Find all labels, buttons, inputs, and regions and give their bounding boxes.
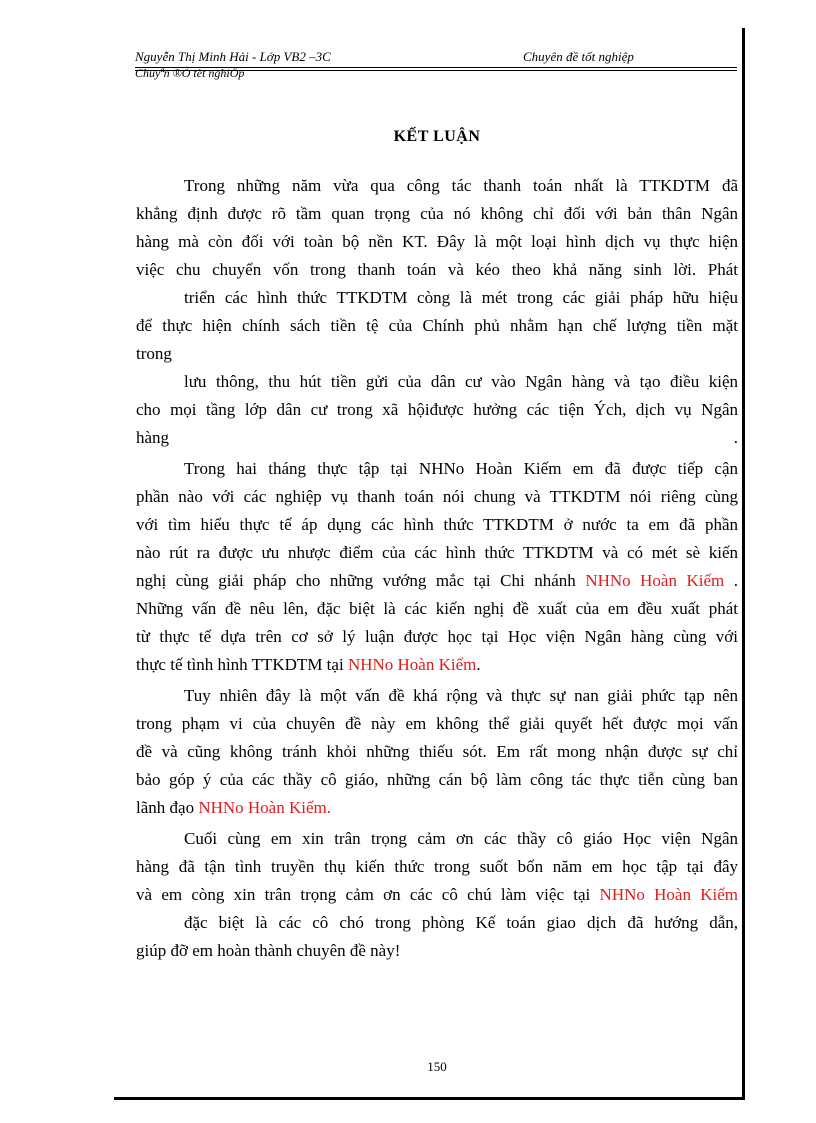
page-title: KẾT LUẬN: [393, 128, 481, 145]
body-line: trong: [136, 344, 172, 363]
body-fragment: thực tế tình hình TTKDTM tại: [136, 655, 344, 674]
body-fragment: .: [733, 428, 738, 447]
body-fragment: .: [476, 655, 481, 674]
body-fragment: .: [733, 571, 738, 590]
body-line: để thực hiện chính sách tiền tệ của Chính phủ nhằm hạn chế lượng tiền mặt: [136, 316, 738, 335]
body-line: đề và cũng không tránh khỏi những thiếu sót. Em rất mong nhận được sự chỉ: [136, 742, 738, 761]
body-line: trong phạm vi của chuyên đề này em không thể giải quyết hết được mọi vấn: [136, 714, 738, 733]
body-fragment: hàng: [136, 428, 170, 447]
body-line: Cuối cùng em xin trân trọng cảm ơn các thầy cô giáo Học viện Ngân: [184, 829, 738, 848]
body-line: cho mọi tầng lớp dân cư trong xã hộiđược hưởng các tiện Ých, dịch vụ Ngân: [136, 400, 738, 419]
body-line: triển các hình thức TTKDTM còng là mét trong các giải pháp hữu hiệu: [184, 288, 738, 307]
body-line: [136, 567, 738, 595]
branch-name-highlight: NHNo Hoàn Kiếm.: [198, 798, 331, 817]
body-line: Những vấn đề nêu lên, đặc biệt là các kiến nghị đề xuất của em đều xuất phát: [136, 599, 738, 618]
page-number: 150: [427, 1059, 447, 1074]
body-line: Trong hai tháng thực tập tại NHNo Hoàn Kiếm em đã được tiếp cận: [184, 459, 738, 478]
body-line: [136, 794, 738, 822]
body-fragment: và em còng xin trân trọng cảm ơn các cô chú làm việc tại: [136, 885, 591, 904]
body-line: nào rút ra được ưu nhược điểm của các hình thức TTKDTM và có mét sè kiến: [136, 543, 738, 562]
body-line: Trong những năm vừa qua công tác thanh toán nhất là TTKDTM đã: [184, 176, 738, 195]
branch-name-highlight: NHNo Hoàn Kiếm: [585, 571, 725, 590]
body-line: từ thực tế dựa trên cơ sở lý luận được học tại Học viện Ngân hàng cùng với: [136, 627, 738, 646]
body-line: bảo góp ý của các thầy cô giáo, những cán bộ làm công tác thực tiễn cùng ban: [136, 770, 738, 789]
body-line: [136, 424, 738, 452]
body-line: giúp đỡ em hoàn thành chuyên đề này!: [136, 941, 401, 960]
body-line: hàng đã tận tình truyền thụ kiến thức trong suốt bốn năm em học tập tại đây: [136, 857, 738, 876]
body-line: đặc biệt là các cô chó trong phòng Kế toán giao dịch đã hướng dẫn,: [184, 913, 738, 932]
body-text: [136, 172, 738, 965]
branch-name-highlight: NHNo Hoàn Kiếm: [347, 655, 477, 674]
body-fragment: lãnh đạo: [136, 798, 195, 817]
body-line: với tìm hiểu thực tế áp dụng các hình thức TTKDTM ở nước ta em đã phần: [136, 515, 738, 534]
branch-name-highlight: NHNo Hoàn Kiếm: [599, 885, 738, 904]
body-line: lưu thông, thu hút tiền gửi của dân cư vào Ngân hàng và tạo điều kiện: [184, 372, 738, 391]
body-line: khẳng định được rõ tầm quan trọng của nó không chỉ đối với bản thân Ngân: [136, 204, 738, 223]
body-line: phần nào với các nghiệp vụ thanh toán nói chung và TTKDTM nói riêng cùng: [136, 487, 738, 506]
header-subtitle: Chuyªn ®Ò tèt nghiÖp: [135, 66, 245, 80]
body-line: [136, 651, 738, 679]
body-line: Tuy nhiên đây là một vấn đề khá rộng và thực sự nan giải phức tạp nên: [184, 686, 738, 705]
body-line: hàng mà còn đối với toàn bộ nền KT. Đây là một loại hình dịch vụ thực hiện: [136, 232, 738, 251]
header-author: Nguyễn Thị Minh Hải - Lớp VB2 –3C: [135, 49, 331, 64]
body-fragment: nghị cùng giải pháp cho những vướng mắc tại Chi nhánh: [136, 571, 576, 590]
body-line: [136, 881, 738, 909]
body-line: việc chu chuyển vốn trong thanh toán và kéo theo khả năng sinh lời. Phát: [136, 260, 738, 279]
header-doc-type: Chuyên đề tốt nghiệp: [523, 49, 634, 64]
